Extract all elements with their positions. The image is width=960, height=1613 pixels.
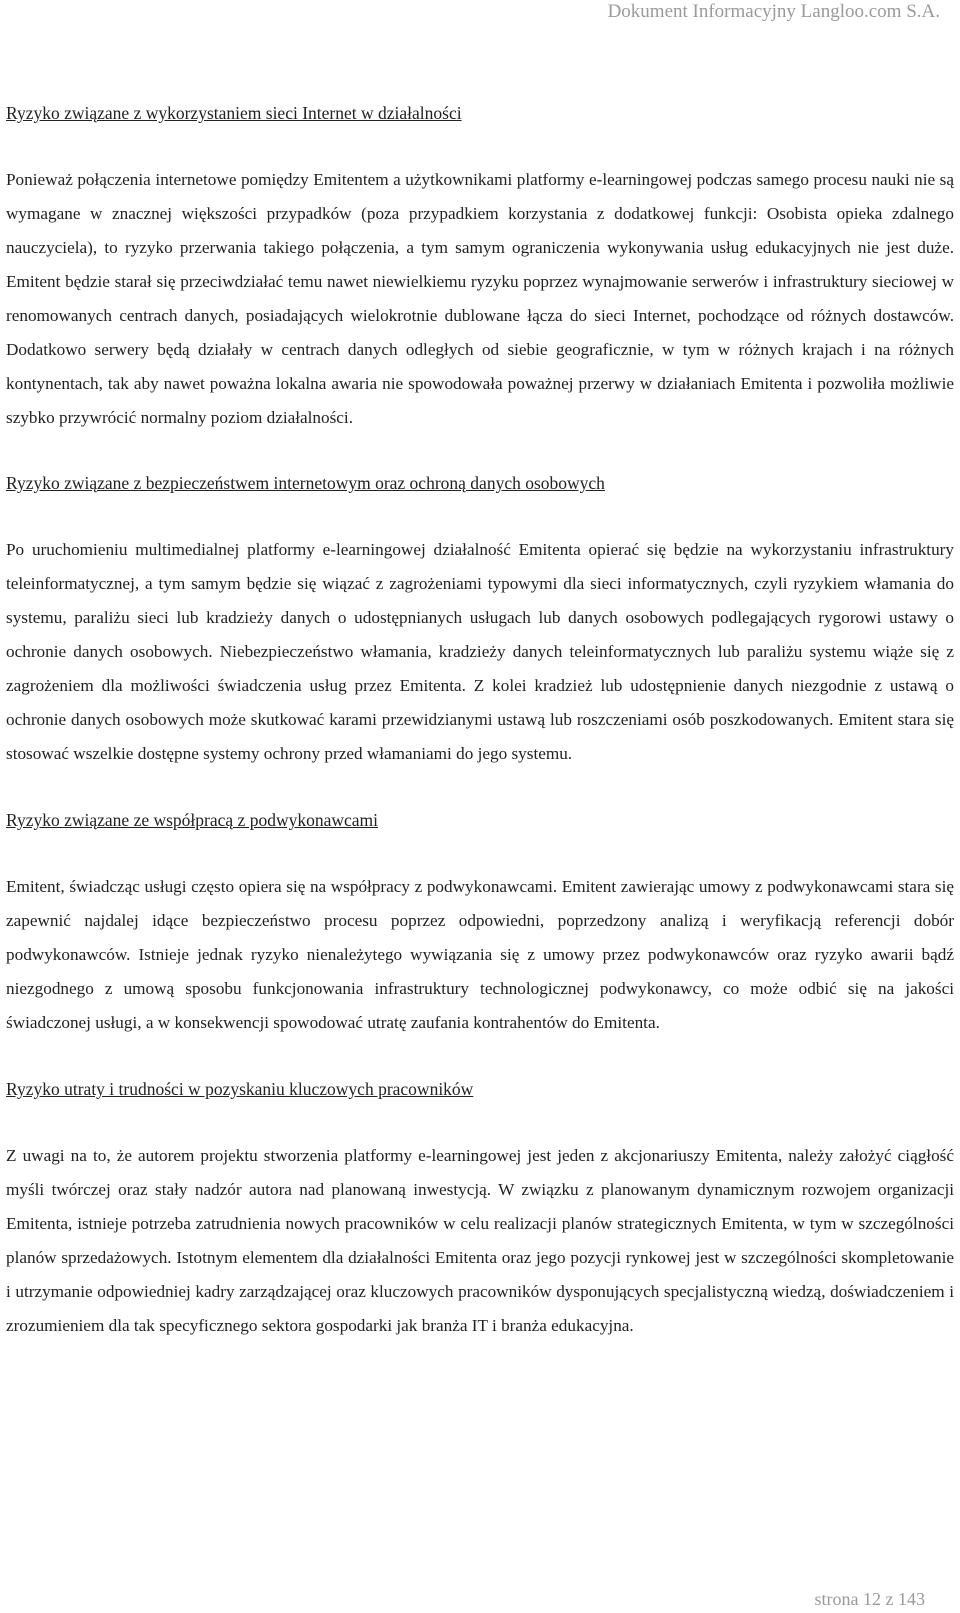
section-paragraph: Emitent, świadcząc usługi często opiera się na współpracy z podwykonawcami. Emitent zawierając umowy z podwykonawcami stara się zapewnić najdalej idące bezpieczeństwo procesu poprzez odpowiedni, poprzedzony analizą i weryfikacją referencji dobór podwykonawców. Istnieje jednak ryzyko nienależytego wywiązania się z umowy przez podwykonawców oraz ryzyko awarii bądź niezgodnego z umową sposobu funkcjonowania infrastruktury technologicznej podwykonawcy, co może odbić się na jakości świadczonej usługi, a w konsekwencji spowodować utratę zaufania kontrahentów do Emitenta. [6,877,954,1032]
section-title: Ryzyko związane ze współpracą z podwykonawcami [6,810,378,830]
section-security-risk [6,466,954,771]
document-header: Dokument Informacyjny Langloo.com S.A. [607,1,940,22]
section-staff-risk [6,1072,954,1343]
section-subcontractor-risk [6,803,954,1040]
section-internet-risk [6,96,954,435]
section-paragraph: Po uruchomieniu multimedialnej platformy e-learningowej działalność Emitenta opierać się będzie na wykorzystaniu infrastruktury teleinformatycznej, a tym samym będzie się wiązać z zagrożeniami typowymi dla sieci informatycznych, czyli ryzykiem włamania do systemu, paraliżu sieci lub kradzieży danych o udostępnianych usługach lub danych osobowych podlegających rygorowi ustawy o ochronie danych osobowych. Niebezpieczeństwo włamania, kradzieży danych teleinformatycznych lub paraliżu systemu wiąże się z zagrożeniem dla możliwości świadczenia usług przez Emitenta. Z kolei kradzież lub udostępnienie danych niezgodnie z ustawą o ochronie danych osobowych może skutkować karami przewidzianymi ustawą lub roszczeniami osób poszkodowanych. Emitent stara się stosować wszelkie dostępne systemy ochrony przed włamaniami do jego systemu. [6,540,954,763]
section-title: Ryzyko związane z bezpieczeństwem internetowym oraz ochroną danych osobowych [6,473,605,493]
section-title: Ryzyko związane z wykorzystaniem sieci Internet w działalności [6,103,462,123]
section-paragraph: Ponieważ połączenia internetowe pomiędzy Emitentem a użytkownikami platformy e-learningowej podczas samego procesu nauki nie są wymagane w znacznej większości przypadków (poza przypadkiem korzystania z dodatkowej funkcji: Osobista opieka zdalnego nauczyciela), to ryzyko przerwania takiego połączenia, a tym samym ograniczenia wykonywania usług edukacyjnych nie jest duże. Emitent będzie starał się przeciwdziałać temu nawet niewielkiemu ryzyku poprzez wynajmowanie serwerów i infrastruktury sieciowej w renomowanych centrach danych, posiadających wielokrotnie dublowane łącza do sieci Internet, pochodzące od różnych dostawców. Dodatkowo serwery będą działały w centrach danych odległych od siebie geograficznie, w tym w różnych krajach i na różnych kontynentach, tak aby nawet poważna lokalna awaria nie spowodowała poważnej przerwy w działaniach Emitenta i pozwoliła możliwie szybko przywrócić normalny poziom działalności. [6,170,954,427]
page-number: strona 12 z 143 [814,1589,925,1609]
document-body [6,96,954,1375]
section-paragraph: Z uwagi na to, że autorem projektu stworzenia platformy e-learningowej jest jeden z akcjonariuszy Emitenta, należy założyć ciągłość myśli twórczej oraz stały nadzór autora nad planowaną inwestycją. W związku z planowanym dynamicznym rozwojem organizacji Emitenta, istnieje potrzeba zatrudnienia nowych pracowników w celu realizacji planów strategicznych Emitenta, w tym w szczególności planów sprzedażowych. Istotnym elementem dla działalności Emitenta oraz jego pozycji rynkowej jest w szczególności skompletowanie i utrzymanie odpowiedniej kadry zarządzającej oraz kluczowych pracowników dysponujących specjalistyczną wiedzą, doświadczeniem i zrozumieniem dla tak specyficznego sektora gospodarki jak branża IT i branża edukacyjna. [6,1146,954,1335]
section-title: Ryzyko utraty i trudności w pozyskaniu kluczowych pracowników [6,1079,474,1099]
